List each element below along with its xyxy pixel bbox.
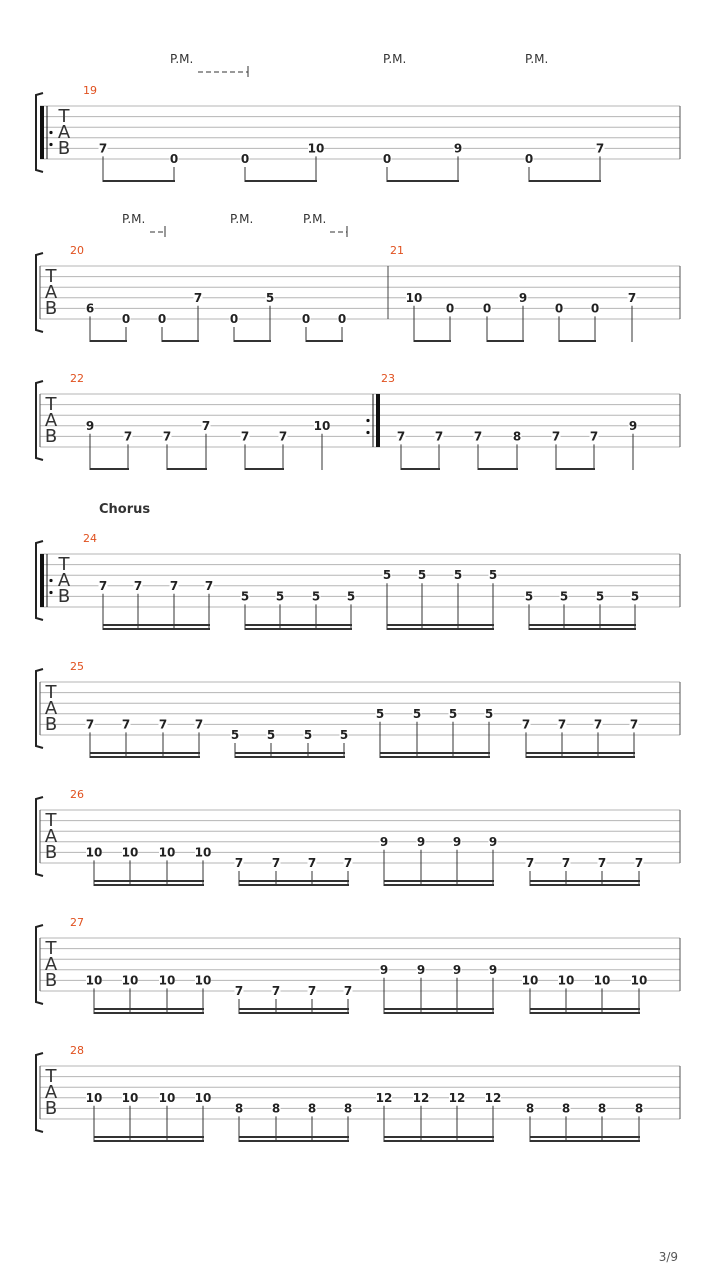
fret-number: 8 [525,1101,535,1116]
fret-number: 7 [597,856,607,870]
fret-number: 7 [396,429,406,444]
note-beam [94,880,204,882]
tab-clef-letter: B [57,586,71,607]
fret-number: 0 [169,152,179,166]
fret-number: 10 [85,973,103,988]
fret-number: 7 [201,418,211,433]
note-beam [530,884,640,886]
fret-number: 5 [346,589,356,604]
note-beam [384,1012,494,1014]
note-beam [235,752,345,754]
measure-number: 23 [381,372,395,385]
fret-number: 12 [484,1090,502,1105]
fret-number: 10 [158,973,176,988]
note-beam [306,340,343,342]
fret-number: 5 [484,706,494,721]
fret-number: 0 [121,312,131,326]
note-beam [239,1012,349,1014]
fret-number: 5 [375,706,385,721]
measure-number: 20 [70,244,84,257]
fret-number: 0 [229,312,239,326]
fret-number: 7 [627,290,637,305]
measure-number: 27 [70,916,84,929]
repeat-end-thick-bar [376,394,380,447]
note-beam [526,752,635,754]
note-beam [530,1136,640,1138]
fret-number: 7 [234,984,244,998]
fret-number: 12 [375,1090,393,1105]
note-beam [94,884,204,886]
fret-number: 10 [194,1090,212,1105]
tab-clef-letter: A [57,122,71,143]
fret-number: 5 [275,589,285,604]
note-beam [162,340,199,342]
fret-number: 10 [158,1090,176,1105]
fret-number: 7 [194,717,204,732]
fret-number: 7 [593,717,603,732]
palm-mute-label: P.M. [170,52,194,66]
fret-number: 5 [266,728,276,742]
note-beam [90,756,200,758]
tab-clef-letter: A [44,954,58,975]
fret-number: 9 [628,418,638,433]
fret-number: 0 [157,312,167,326]
fret-number: 7 [434,429,444,444]
fret-number: 10 [630,973,648,988]
fret-number: 9 [379,962,389,977]
tab-clef-letter: T [45,810,57,831]
fret-number: 9 [488,962,498,977]
note-beam [239,1008,349,1010]
fret-number: 7 [557,717,567,732]
fret-number: 7 [158,717,168,732]
fret-number: 7 [121,717,131,732]
note-beam [90,340,127,342]
fret-number: 5 [559,589,569,604]
measure-number: 21 [390,244,404,257]
tab-clef-letter: T [45,266,57,287]
fret-number: 10 [405,290,423,305]
tab-clef-letter: T [58,106,70,127]
note-beam [380,752,490,754]
fret-number: 8 [307,1101,317,1116]
fret-number: 7 [595,141,605,156]
palm-mute-label: P.M. [383,52,407,66]
note-beam [94,1140,204,1142]
note-beam [239,884,349,886]
fret-number: 7 [234,856,244,870]
fret-number: 8 [271,1101,281,1116]
fret-number: 10 [557,973,575,988]
page-number: 3/9 [658,1250,678,1264]
tab-clef-letter: T [45,394,57,415]
measure-number: 26 [70,788,84,801]
fret-number: 7 [589,429,599,444]
fret-number: 10 [85,1090,103,1105]
note-beam [90,468,129,470]
note-beam [90,752,200,754]
fret-number: 10 [521,973,539,988]
fret-number: 0 [445,301,455,316]
tab-clef-letter: B [44,426,58,447]
note-beam [529,628,636,630]
fret-number: 7 [204,578,214,593]
tab-clef-letter: A [44,698,58,719]
fret-number: 7 [473,429,483,444]
tab-clef-letter: B [57,138,71,159]
fret-number: 9 [379,834,389,849]
fret-number: 10 [85,845,103,860]
tab-clef-letter: B [44,970,58,991]
note-beam [380,756,490,758]
note-beam [384,880,494,882]
note-beam [529,624,636,626]
note-beam [245,468,284,470]
fret-number: 12 [448,1090,466,1105]
tab-clef-letter: T [45,1066,57,1087]
fret-number: 8 [234,1101,244,1116]
note-beam [94,1008,204,1010]
fret-number: 7 [525,856,535,870]
note-beam [387,624,494,626]
note-beam [245,628,352,630]
fret-number: 7 [634,856,644,870]
note-beam [167,468,207,470]
palm-mute-label: P.M. [122,212,146,226]
fret-number: 5 [311,589,321,604]
fret-number: 0 [240,152,250,166]
measure-number: 28 [70,1044,84,1057]
fret-number: 8 [561,1101,571,1116]
fret-number: 0 [590,301,600,316]
fret-number: 9 [85,418,95,433]
fret-number: 7 [278,429,288,444]
fret-number: 5 [240,589,250,604]
fret-number: 5 [265,290,275,305]
tab-clef-letter: A [44,410,58,431]
fret-number: 9 [518,290,528,305]
fret-number: 9 [452,962,462,977]
fret-number: 7 [343,984,353,998]
note-beam [94,1136,204,1138]
fret-number: 10 [158,845,176,860]
fret-number: 5 [382,568,392,583]
fret-number: 7 [169,578,179,593]
fret-number: 9 [416,962,426,977]
fret-number: 9 [452,834,462,849]
note-beam [530,1012,640,1014]
tab-clef-letter: A [57,570,71,591]
measure-number: 25 [70,660,84,673]
note-beam [239,1136,349,1138]
fret-number: 7 [343,856,353,870]
note-beam [414,340,451,342]
fret-number: 7 [162,429,172,444]
note-beam [387,180,459,182]
measure-number: 22 [70,372,84,385]
fret-number: 5 [448,706,458,721]
repeat-dot [49,591,52,594]
fret-number: 10 [121,1090,139,1105]
fret-number: 12 [412,1090,430,1105]
fret-number: 10 [121,845,139,860]
repeat-start-thick-bar [40,554,44,607]
fret-number: 7 [561,856,571,870]
tab-clef-letter: T [58,554,70,575]
fret-number: 8 [343,1101,353,1116]
note-beam [103,180,175,182]
palm-mute-label: P.M. [230,212,254,226]
note-beam [530,1008,640,1010]
fret-number: 8 [634,1101,644,1116]
fret-number: 0 [301,312,311,326]
fret-number: 5 [339,728,349,742]
fret-number: 5 [488,568,498,583]
note-beam [235,756,345,758]
palm-mute-label: P.M. [525,52,549,66]
fret-number: 7 [629,717,639,732]
note-beam [234,340,271,342]
fret-number: 5 [453,568,463,583]
fret-number: 10 [194,845,212,860]
fret-number: 7 [98,141,108,156]
note-beam [245,180,317,182]
tab-clef-letter: B [44,298,58,319]
fret-number: 10 [194,973,212,988]
tab-clef-letter: T [45,682,57,703]
fret-number: 10 [593,973,611,988]
fret-number: 5 [412,706,422,721]
note-beam [526,756,635,758]
fret-number: 5 [595,589,605,604]
fret-number: 8 [512,429,522,444]
fret-number: 0 [482,301,492,316]
tab-clef-letter: A [44,282,58,303]
fret-number: 7 [240,429,250,444]
note-beam [384,1140,494,1142]
fret-number: 7 [123,429,133,444]
note-beam [384,1008,494,1010]
repeat-dot [366,431,369,434]
tab-clef-letter: B [44,714,58,735]
fret-number: 7 [193,290,203,305]
fret-number: 7 [307,984,317,998]
measure-number: 19 [83,84,97,97]
fret-number: 7 [133,578,143,593]
repeat-dot [49,579,52,582]
repeat-dot [49,143,52,146]
fret-number: 0 [382,152,392,166]
fret-number: 10 [121,973,139,988]
note-beam [103,628,210,630]
fret-number: 5 [303,728,313,742]
note-beam [239,880,349,882]
note-beam [478,468,518,470]
note-beam [384,1136,494,1138]
note-beam [556,468,595,470]
fret-number: 5 [630,589,640,604]
note-beam [387,628,494,630]
tab-clef-letter: T [45,938,57,959]
note-beam [245,624,352,626]
note-beam [559,340,596,342]
section-label-chorus: Chorus [99,502,151,517]
fret-number: 10 [313,418,331,433]
fret-number: 9 [453,141,463,156]
fret-number: 5 [230,728,240,742]
tab-clef-letter: A [44,1082,58,1103]
repeat-dot [366,419,369,422]
fret-number: 7 [271,984,281,998]
note-beam [94,1012,204,1014]
fret-number: 7 [271,856,281,870]
note-beam [239,1140,349,1142]
fret-number: 5 [417,568,427,583]
tab-clef-letter: B [44,1098,58,1119]
tab-clef-letter: A [44,826,58,847]
note-beam [384,884,494,886]
note-beam [530,1140,640,1142]
fret-number: 0 [524,152,534,166]
fret-number: 7 [85,717,95,732]
note-beam [530,880,640,882]
fret-number: 7 [521,717,531,732]
fret-number: 10 [307,141,325,156]
fret-number: 7 [307,856,317,870]
note-beam [487,340,524,342]
fret-number: 7 [551,429,561,444]
fret-number: 9 [416,834,426,849]
tab-clef-letter: B [44,842,58,863]
measure-number: 24 [83,532,97,545]
fret-number: 7 [98,578,108,593]
fret-number: 9 [488,834,498,849]
fret-number: 0 [337,312,347,326]
fret-number: 6 [85,301,95,316]
fret-number: 0 [554,301,564,316]
palm-mute-label: P.M. [303,212,327,226]
note-beam [529,180,601,182]
repeat-start-thick-bar [40,106,44,159]
note-beam [103,624,210,626]
repeat-dot [49,131,52,134]
fret-number: 5 [524,589,534,604]
fret-number: 8 [597,1101,607,1116]
note-beam [401,468,440,470]
